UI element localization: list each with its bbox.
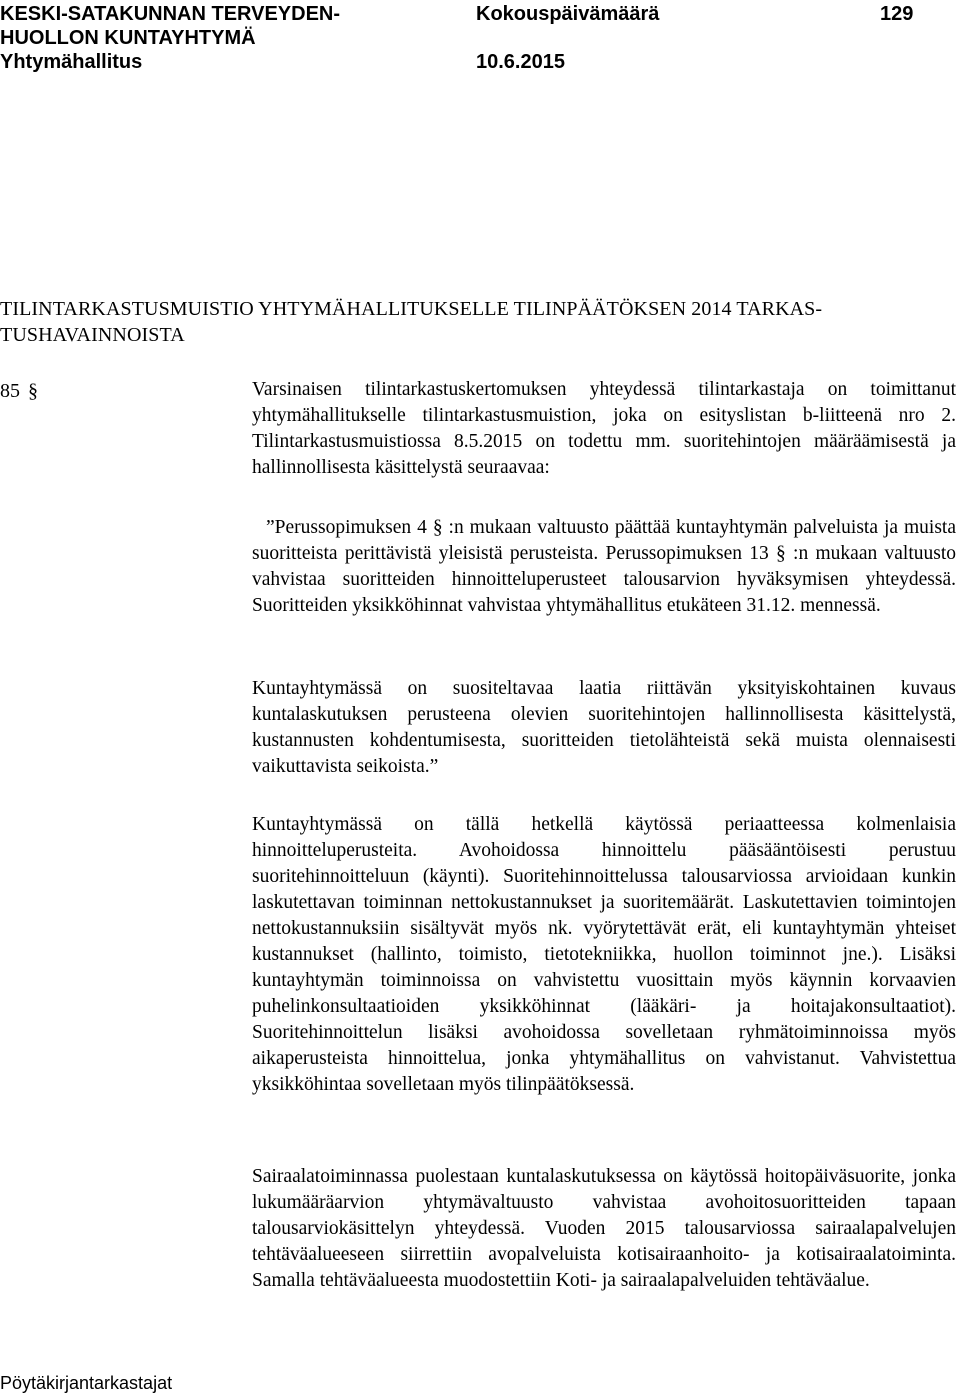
body-name: Yhtymähallitus bbox=[0, 51, 143, 73]
document-title-line2: TUSHAVAINNOISTA bbox=[0, 324, 185, 346]
paragraph-hospital: Sairaalatoiminnassa puolestaan kuntalaskutuksessa on käytössä hoitopäiväsuorite, jonka lukumääräarvion yhtymävaltuusto vahvistaa avohoitosuoritteiden tapaan talousarviokäsittelyn yhteydessä. Vuoden 2015 talousarviossa sairaalapalvelujen tehtäväalueeseen siirrettiin avopalveluista kotisairaanhoito- ja kotisairaalatoiminta. Samalla tehtäväalueesta muodostettiin Koti- ja sairaalapalveluiden tehtäväalue. bbox=[252, 1166, 956, 1291]
paragraph-pricing: Kuntayhtymässä on tällä hetkellä käytössä periaatteessa kolmenlaisia hinnoitteluperusteita. Avohoidossa hinnoittelu pääsääntöisesti perustuu suoritehinnoitteluun (käynti). Suoritehinnoittelussa talousarviossa arvioidaan kunkin laskutettavan toiminnan nettokustannukset ja suoritemäärät. Laskutettavien toimintojen nettokustannuksiin sisältyvät myös nk. vyörytettävät erät, eli kuntayhtymän yhteiset kustannukset (hallinto, toimisto, tietotekniikka, huollon toiminnot jne.). Lisäksi kuntayhtymän toiminnoissa on vahvistettu vuosittain myös käynnin korvaavien puhelinkonsultaatioiden yksikköhinnat (lääkäri- ja hoitajakonsultaatiot). Suoritehinnoittelun lisäksi avohoidossa sovelletaan ryhmätoiminnoissa myös aikaperusteista hinnoittelua, jonka yhtymähallitus on vahvistanut. Vahvistettua yksikköhintaa sovelletaan myös tilinpäätöksessä. bbox=[252, 814, 956, 1095]
section-number: 85 bbox=[0, 380, 20, 402]
section-sign: § bbox=[28, 380, 38, 402]
organization-name-line2: HUOLLON KUNTAYHTYMÄ bbox=[0, 27, 256, 49]
page-number: 129 bbox=[880, 3, 914, 25]
paragraph-quote-1: ”Perussopimuksen 4 § :n mukaan valtuusto päättää kuntayhtymän palveluista ja muista suoritteista perittävistä yleisistä perusteista. Perussopimuksen 13 § :n mukaan valtuusto vahvistaa suoritteiden hinnoitteluperusteet talousarvion hyväksymisen yhteydessä. Suoritteiden yksikköhinnat vahvistaa yhtymähallitus etukäteen 31.12. mennessä. bbox=[252, 517, 956, 616]
meeting-date-label: Kokouspäivämäärä bbox=[476, 3, 660, 25]
paragraph-quote-2: Kuntayhtymässä on suositeltavaa laatia riittävän yksityiskohtainen kuvaus kuntalaskutuksen perusteena olevien suoritehintojen hallinnollisesta käsittelystä, kustannusten kohdentumisesta, suoritteiden tietolähteistä sekä muista olennaisesti vaikuttavista seikoista.” bbox=[252, 678, 956, 777]
document-title-line1: TILINTARKASTUSMUISTIO YHTYMÄHALLITUKSELLE TILINPÄÄTÖKSEN 2014 TARKAS- bbox=[0, 298, 823, 320]
footer-label: Pöytäkirjantarkastajat bbox=[0, 1373, 173, 1393]
paragraph-intro: Varsinaisen tilintarkastuskertomuksen yhteydessä tilintarkastaja on toimittanut yhtymähallitukselle tilintarkastusmuistion, joka on esityslistan b-liitteenä nro 2. Tilintarkastusmuistiossa 8.5.2015 on todettu mm. suoritehintojen määräämisestä ja hallinnollisesta käsittelystä seuraavaa: bbox=[252, 379, 956, 478]
organization-name-line1: KESKI-SATAKUNNAN TERVEYDEN- bbox=[0, 3, 341, 25]
meeting-date: 10.6.2015 bbox=[476, 51, 565, 73]
